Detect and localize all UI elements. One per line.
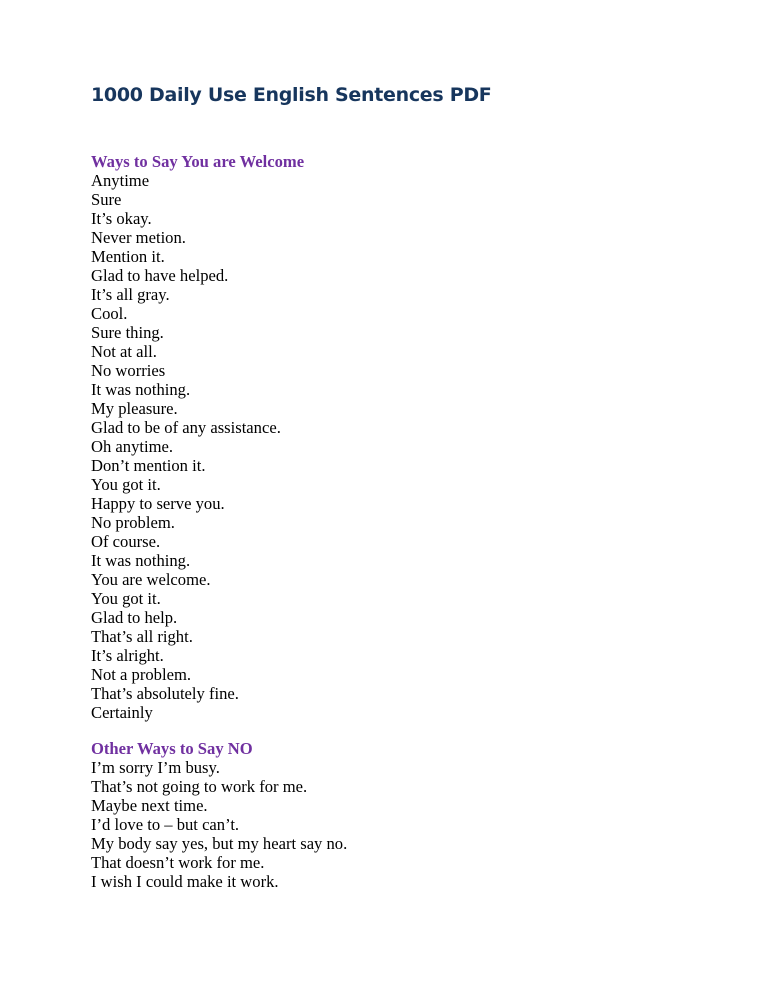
text-line: Of course. (91, 532, 161, 551)
text-line: My body say yes, but my heart say no. (91, 834, 348, 853)
text-line: I’d love to – but can’t. (91, 815, 240, 834)
text-line: You got it. (91, 475, 161, 494)
text-line: Maybe next time. (91, 796, 208, 815)
text-line: Never metion. (91, 228, 186, 247)
text-line: Not a problem. (91, 665, 192, 684)
text-line: You are welcome. (91, 570, 211, 589)
text-line: No worries (91, 361, 166, 380)
text-line: I wish I could make it work. (91, 872, 279, 891)
text-line: That’s not going to work for me. (91, 777, 308, 796)
text-line: It was nothing. (91, 551, 191, 570)
text-line: Don’t mention it. (91, 456, 206, 475)
text-line: No problem. (91, 513, 175, 532)
section-ways-to-say-welcome (91, 152, 304, 722)
text-line: Glad to be of any assistance. (91, 418, 281, 437)
text-line: It was nothing. (91, 380, 191, 399)
text-line: That doesn’t work for me. (91, 853, 265, 872)
section-ways-to-say-no (91, 739, 347, 891)
text-line: It’s alright. (91, 646, 164, 665)
text-line: Glad to help. (91, 608, 178, 627)
text-line: Sure (91, 190, 122, 209)
text-line: Oh anytime. (91, 437, 174, 456)
text-line: Happy to serve you. (91, 494, 225, 513)
text-line: Anytime (91, 171, 150, 190)
text-line: Not at all. (91, 342, 157, 361)
text-line: Cool. (91, 304, 128, 323)
section-heading: Other Ways to Say NO (91, 739, 253, 758)
text-line: Mention it. (91, 247, 165, 266)
text-line: That’s all right. (91, 627, 193, 646)
text-line: That’s absolutely fine. (91, 684, 239, 703)
text-line: Sure thing. (91, 323, 164, 342)
text-line: My pleasure. (91, 399, 178, 418)
document-title: 1000 Daily Use English Sentences PDF (91, 84, 492, 106)
text-line: Glad to have helped. (91, 266, 229, 285)
text-line: You got it. (91, 589, 161, 608)
text-line: Certainly (91, 703, 153, 722)
text-line: It’s all gray. (91, 285, 170, 304)
text-line: I’m sorry I’m busy. (91, 758, 220, 777)
section-heading: Ways to Say You are Welcome (91, 152, 305, 171)
text-line: It’s okay. (91, 209, 152, 228)
